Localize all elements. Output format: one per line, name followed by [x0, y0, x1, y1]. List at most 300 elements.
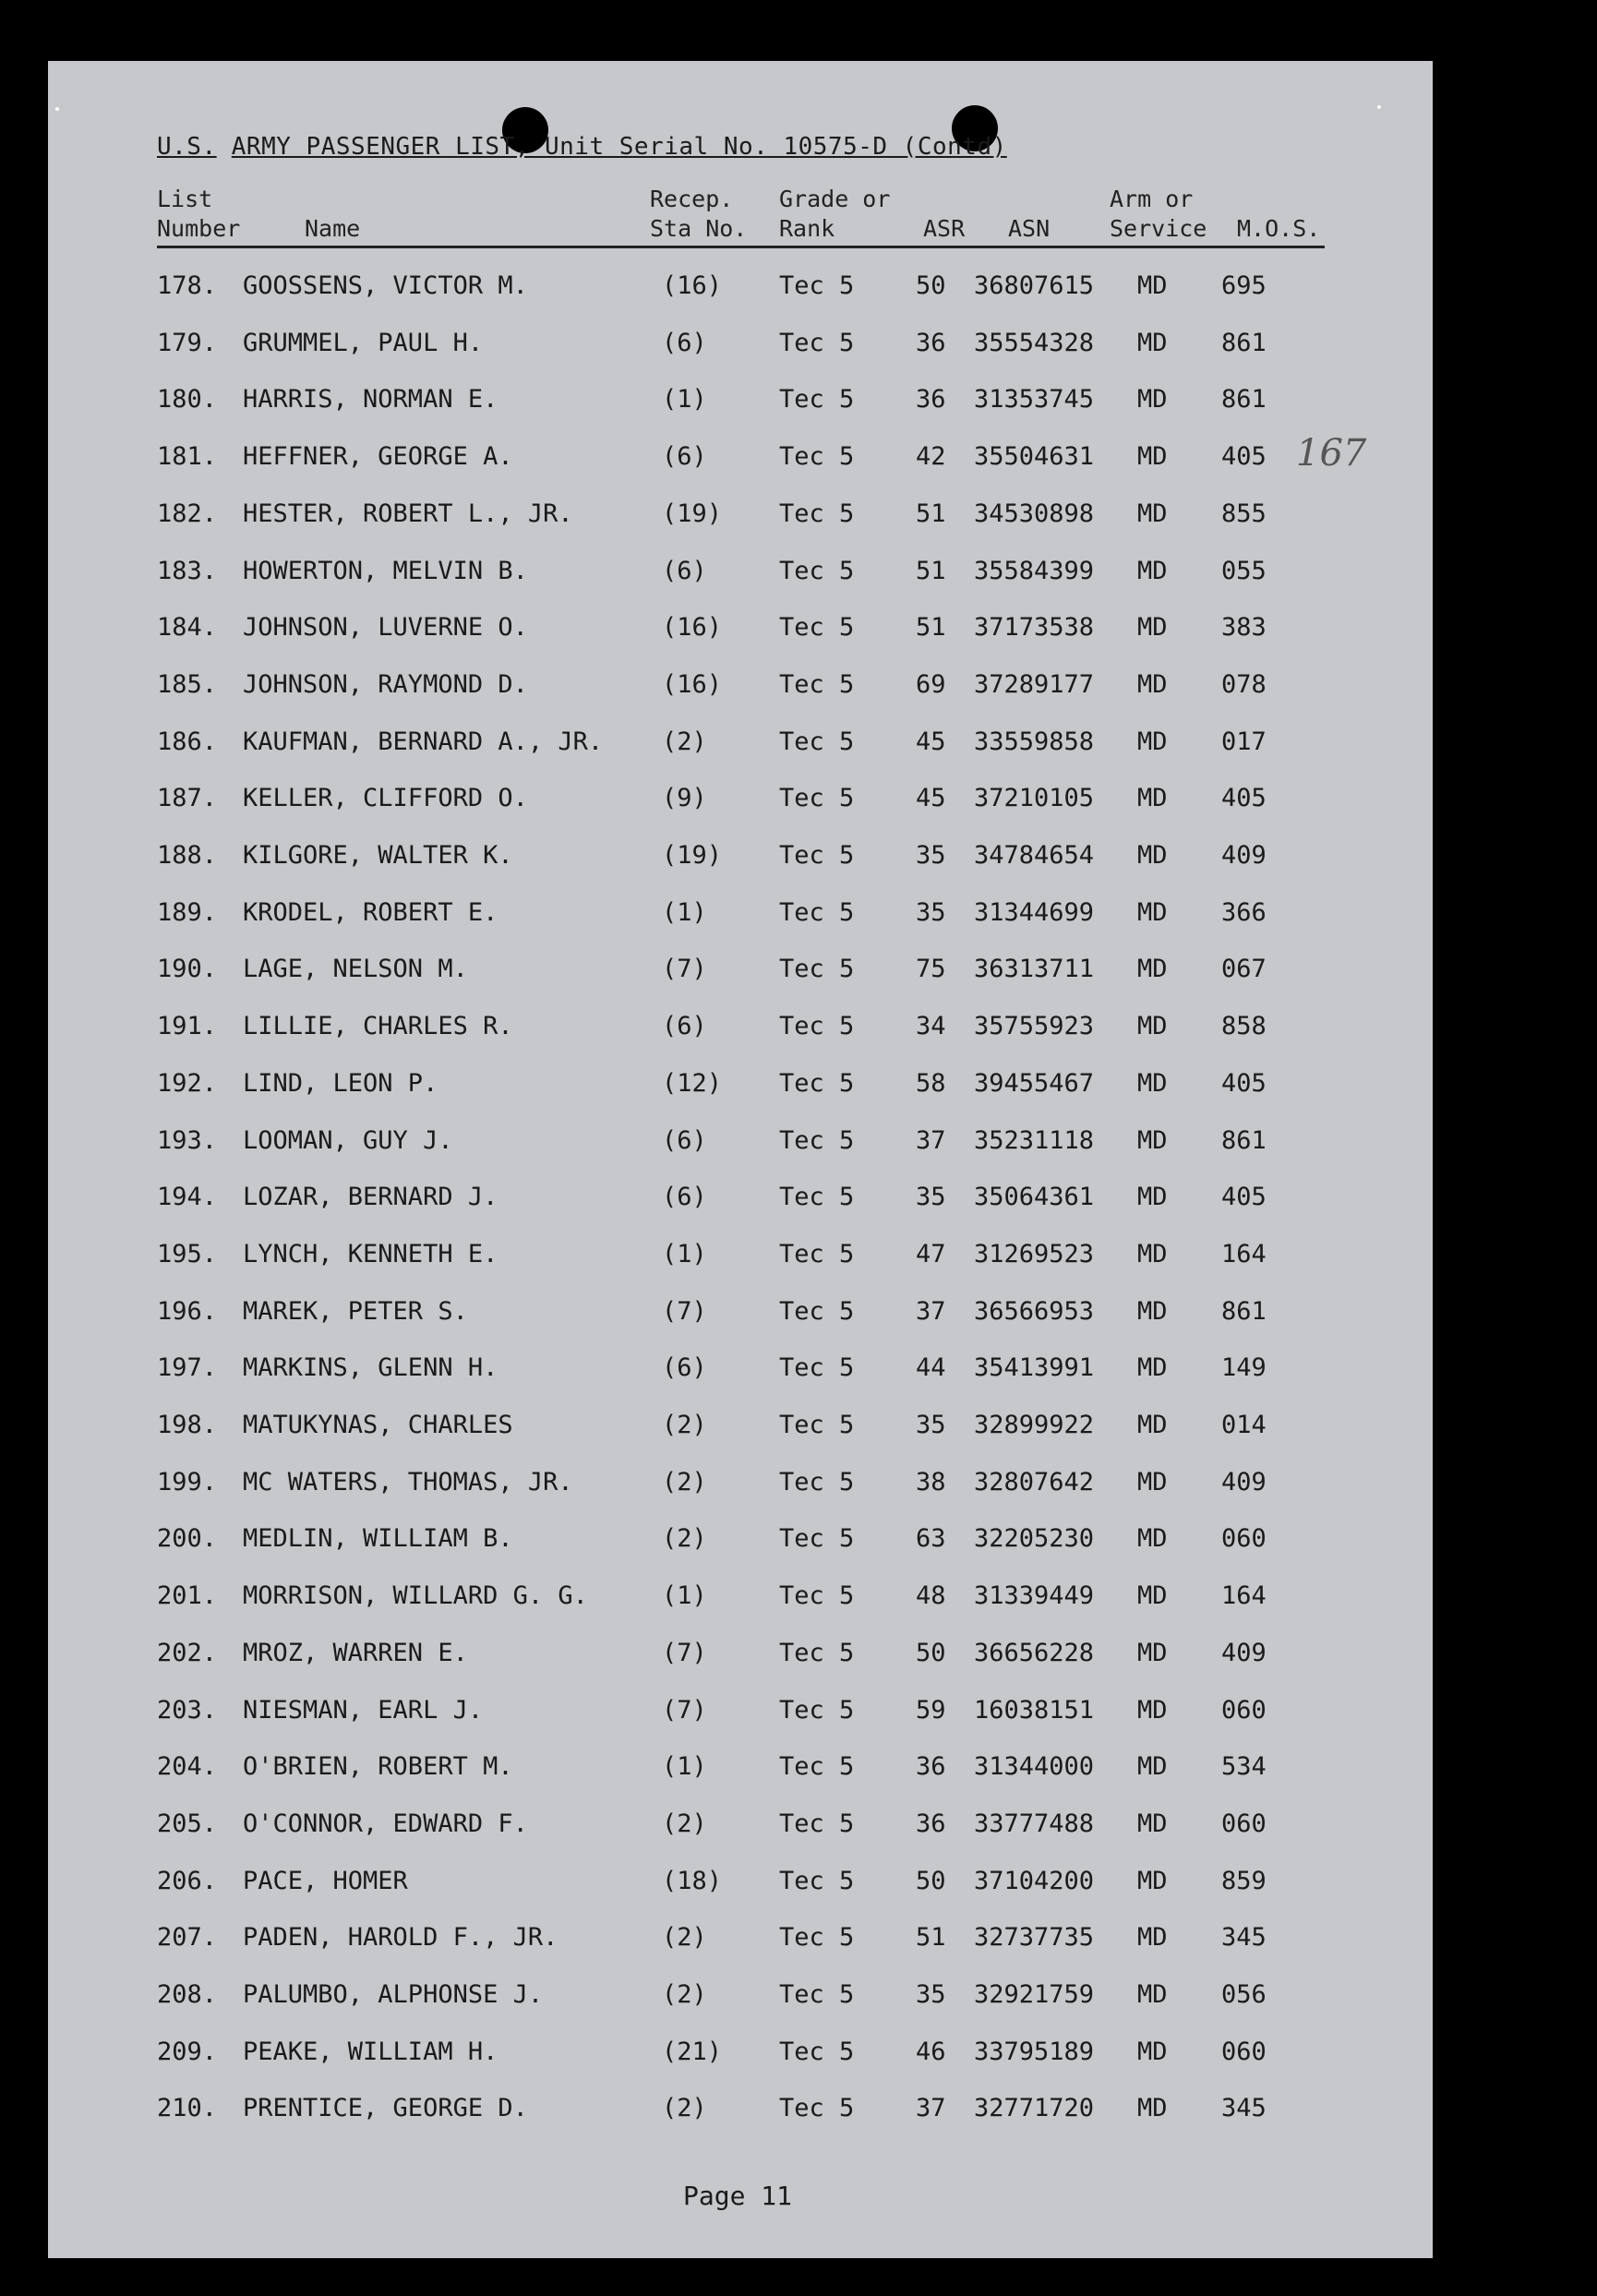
- table-row: [48, 442, 1433, 479]
- cell-asr: 50: [916, 271, 946, 300]
- cell-arm: MD: [1137, 1524, 1168, 1553]
- table-row: [48, 1411, 1433, 1448]
- cell-arm: MD: [1137, 1126, 1168, 1155]
- cell-sta: (2): [662, 727, 707, 756]
- cell-sta: (1): [662, 898, 707, 927]
- cell-name: PACE, HOMER: [243, 1867, 408, 1895]
- cell-mos: 405: [1221, 1183, 1267, 1211]
- cell-rank: Tec 5: [779, 613, 855, 642]
- cell-asr: 36: [916, 1809, 946, 1838]
- cell-num: 205.: [157, 1809, 218, 1838]
- col-header-grade: Grade or Rank: [779, 186, 891, 242]
- cell-asr: 44: [916, 1353, 946, 1382]
- cell-arm: MD: [1137, 1069, 1168, 1098]
- cell-arm: MD: [1137, 898, 1168, 927]
- cell-asr: 75: [916, 955, 946, 983]
- cell-rank: Tec 5: [779, 1012, 855, 1040]
- cell-asr: 35: [916, 1183, 946, 1211]
- cell-arm: MD: [1137, 613, 1168, 642]
- cell-asn: 35584399: [974, 557, 1095, 585]
- cell-num: 187.: [157, 784, 218, 812]
- cell-asn: 35755923: [974, 1012, 1095, 1040]
- cell-sta: (6): [662, 1126, 707, 1155]
- cell-num: 203.: [157, 1696, 218, 1725]
- cell-sta: (16): [662, 613, 723, 642]
- cell-arm: MD: [1137, 784, 1168, 812]
- cell-arm: MD: [1137, 1468, 1168, 1497]
- cell-mos: 060: [1221, 2038, 1267, 2066]
- table-row: [48, 499, 1433, 536]
- cell-asn: 32205230: [974, 1524, 1095, 1553]
- cell-mos: 861: [1221, 385, 1267, 414]
- cell-mos: 409: [1221, 1468, 1267, 1497]
- cell-mos: 164: [1221, 1581, 1267, 1610]
- cell-asn: 33559858: [974, 727, 1095, 756]
- cell-asr: 37: [916, 1126, 946, 1155]
- cell-arm: MD: [1137, 1581, 1168, 1610]
- cell-asn: 32737735: [974, 1923, 1095, 1952]
- cell-num: 178.: [157, 271, 218, 300]
- cell-num: 183.: [157, 557, 218, 585]
- cell-sta: (2): [662, 1411, 707, 1439]
- cell-num: 207.: [157, 1923, 218, 1952]
- cell-mos: 164: [1221, 1240, 1267, 1268]
- cell-num: 191.: [157, 1012, 218, 1040]
- cell-rank: Tec 5: [779, 1809, 855, 1838]
- cell-name: PALUMBO, ALPHONSE J.: [243, 1980, 544, 2009]
- cell-asn: 35504631: [974, 442, 1095, 471]
- cell-asn: 35064361: [974, 1183, 1095, 1211]
- cell-sta: (1): [662, 1240, 707, 1268]
- cell-arm: MD: [1137, 1183, 1168, 1211]
- cell-asr: 38: [916, 1468, 946, 1497]
- cell-name: KILGORE, WALTER K.: [243, 841, 513, 870]
- cell-rank: Tec 5: [779, 841, 855, 870]
- table-row: [48, 955, 1433, 992]
- cell-asr: 51: [916, 557, 946, 585]
- cell-asn: 31344699: [974, 898, 1095, 927]
- cell-asn: 32807642: [974, 1468, 1095, 1497]
- cell-rank: Tec 5: [779, 784, 855, 812]
- cell-rank: Tec 5: [779, 1353, 855, 1382]
- cell-rank: Tec 5: [779, 1411, 855, 1439]
- cell-arm: MD: [1137, 1240, 1168, 1268]
- cell-num: 188.: [157, 841, 218, 870]
- cell-name: PRENTICE, GEORGE D.: [243, 2094, 528, 2122]
- cell-arm: MD: [1137, 1297, 1168, 1326]
- col-header-arm: Arm or Service: [1110, 186, 1207, 242]
- table-row: [48, 1069, 1433, 1106]
- cell-asn: 16038151: [974, 1696, 1095, 1725]
- col-header-asr: ASR: [923, 215, 966, 242]
- cell-mos: 060: [1221, 1524, 1267, 1553]
- cell-sta: (21): [662, 2038, 723, 2066]
- cell-asn: 35231118: [974, 1126, 1095, 1155]
- cell-asr: 35: [916, 898, 946, 927]
- cell-mos: 078: [1221, 670, 1267, 699]
- document-page: [48, 61, 1433, 2258]
- cell-arm: MD: [1137, 1980, 1168, 2009]
- cell-name: MATUKYNAS, CHARLES: [243, 1411, 513, 1439]
- cell-rank: Tec 5: [779, 898, 855, 927]
- cell-num: 185.: [157, 670, 218, 699]
- col-header-name: Name: [305, 215, 361, 242]
- cell-name: KAUFMAN, BERNARD A., JR.: [243, 727, 604, 756]
- cell-name: HESTER, ROBERT L., JR.: [243, 499, 573, 528]
- cell-sta: (6): [662, 1012, 707, 1040]
- cell-arm: MD: [1137, 2094, 1168, 2122]
- cell-mos: 695: [1221, 271, 1267, 300]
- cell-rank: Tec 5: [779, 1581, 855, 1610]
- cell-sta: (2): [662, 1809, 707, 1838]
- cell-mos: 855: [1221, 499, 1267, 528]
- table-row: [48, 1809, 1433, 1846]
- cell-rank: Tec 5: [779, 499, 855, 528]
- cell-asn: 36656228: [974, 1639, 1095, 1667]
- cell-mos: 861: [1221, 1297, 1267, 1326]
- cell-name: GOOSSENS, VICTOR M.: [243, 271, 528, 300]
- cell-rank: Tec 5: [779, 1752, 855, 1781]
- cell-num: 202.: [157, 1639, 218, 1667]
- cell-sta: (7): [662, 1696, 707, 1725]
- cell-asn: 35413991: [974, 1353, 1095, 1382]
- cell-num: 197.: [157, 1353, 218, 1382]
- table-row: [48, 613, 1433, 650]
- cell-asr: 48: [916, 1581, 946, 1610]
- cell-arm: MD: [1137, 1809, 1168, 1838]
- cell-num: 182.: [157, 499, 218, 528]
- cell-asn: 31344000: [974, 1752, 1095, 1781]
- cell-arm: MD: [1137, 1752, 1168, 1781]
- cell-num: 201.: [157, 1581, 218, 1610]
- cell-num: 206.: [157, 1867, 218, 1895]
- table-row: [48, 1012, 1433, 1049]
- cell-arm: MD: [1137, 1012, 1168, 1040]
- cell-name: MC WATERS, THOMAS, JR.: [243, 1468, 573, 1497]
- table-row: [48, 1867, 1433, 1904]
- table-row: [48, 1639, 1433, 1676]
- cell-rank: Tec 5: [779, 1696, 855, 1725]
- cell-rank: Tec 5: [779, 1069, 855, 1098]
- table-row: [48, 2094, 1433, 2131]
- cell-num: 180.: [157, 385, 218, 414]
- table-row: [48, 727, 1433, 764]
- cell-rank: Tec 5: [779, 1639, 855, 1667]
- cell-asr: 35: [916, 841, 946, 870]
- cell-name: HEFFNER, GEORGE A.: [243, 442, 513, 471]
- cell-arm: MD: [1137, 2038, 1168, 2066]
- cell-sta: (6): [662, 1353, 707, 1382]
- table-row: [48, 1126, 1433, 1163]
- cell-asr: 51: [916, 613, 946, 642]
- cell-name: GRUMMEL, PAUL H.: [243, 329, 484, 357]
- cell-sta: (18): [662, 1867, 723, 1895]
- cell-mos: 534: [1221, 1752, 1267, 1781]
- cell-mos: 409: [1221, 841, 1267, 870]
- cell-mos: 366: [1221, 898, 1267, 927]
- cell-asr: 45: [916, 784, 946, 812]
- cell-name: KRODEL, ROBERT E.: [243, 898, 498, 927]
- table-row: [48, 1980, 1433, 2017]
- cell-mos: 859: [1221, 1867, 1267, 1895]
- cell-arm: MD: [1137, 841, 1168, 870]
- cell-mos: 405: [1221, 442, 1267, 471]
- cell-asn: 36566953: [974, 1297, 1095, 1326]
- cell-sta: (1): [662, 385, 707, 414]
- title-text: ARMY PASSENGER LIST, Unit Serial No. 10575-D (Contd): [231, 133, 1007, 161]
- cell-sta: (19): [662, 841, 723, 870]
- cell-num: 200.: [157, 1524, 218, 1553]
- cell-rank: Tec 5: [779, 1923, 855, 1952]
- cell-asr: 63: [916, 1524, 946, 1553]
- table-row: [48, 557, 1433, 594]
- col-header-recep-sta: Recep. Sta No.: [650, 186, 748, 242]
- cell-mos: 345: [1221, 2094, 1267, 2122]
- table-row: [48, 1923, 1433, 1960]
- cell-num: 195.: [157, 1240, 218, 1268]
- cell-asr: 34: [916, 1012, 946, 1040]
- table-row: [48, 1581, 1433, 1618]
- cell-asn: 37104200: [974, 1867, 1095, 1895]
- cell-asr: 69: [916, 670, 946, 699]
- cell-asr: 45: [916, 727, 946, 756]
- cell-sta: (16): [662, 670, 723, 699]
- cell-sta: (2): [662, 1980, 707, 2009]
- cell-sta: (2): [662, 1923, 707, 1952]
- cell-rank: Tec 5: [779, 1126, 855, 1155]
- cell-rank: Tec 5: [779, 1183, 855, 1211]
- cell-asn: 37289177: [974, 670, 1095, 699]
- cell-asr: 37: [916, 2094, 946, 2122]
- cell-name: O'CONNOR, EDWARD F.: [243, 1809, 528, 1838]
- cell-name: MAREK, PETER S.: [243, 1297, 468, 1326]
- cell-arm: MD: [1137, 727, 1168, 756]
- cell-arm: MD: [1137, 385, 1168, 414]
- cell-mos: 149: [1221, 1353, 1267, 1382]
- cell-rank: Tec 5: [779, 1468, 855, 1497]
- table-row: [48, 1353, 1433, 1390]
- table-row: [48, 841, 1433, 878]
- cell-mos: 014: [1221, 1411, 1267, 1439]
- cell-mos: 858: [1221, 1012, 1267, 1040]
- cell-asr: 59: [916, 1696, 946, 1725]
- cell-name: JOHNSON, RAYMOND D.: [243, 670, 528, 699]
- cell-name: LIND, LEON P.: [243, 1069, 438, 1098]
- cell-rank: Tec 5: [779, 1867, 855, 1895]
- cell-name: KELLER, CLIFFORD O.: [243, 784, 528, 812]
- cell-sta: (6): [662, 1183, 707, 1211]
- cell-name: MARKINS, GLENN H.: [243, 1353, 498, 1382]
- cell-rank: Tec 5: [779, 1980, 855, 2009]
- title-prefix: U.S.: [157, 133, 217, 161]
- cell-sta: (7): [662, 1297, 707, 1326]
- cell-sta: (6): [662, 329, 707, 357]
- table-row: [48, 898, 1433, 935]
- page-number: Page 11: [683, 2181, 793, 2211]
- page-title: [157, 133, 1007, 161]
- handwritten-stamp: 167: [1296, 432, 1367, 475]
- col-header-asn: ASN: [1008, 215, 1051, 242]
- cell-rank: Tec 5: [779, 2094, 855, 2122]
- table-row: [48, 670, 1433, 707]
- cell-mos: 056: [1221, 1980, 1267, 2009]
- cell-num: 189.: [157, 898, 218, 927]
- col-header-list-number: List Number: [157, 186, 241, 242]
- cell-sta: (2): [662, 2094, 707, 2122]
- cell-mos: 017: [1221, 727, 1267, 756]
- cell-num: 192.: [157, 1069, 218, 1098]
- cell-num: 210.: [157, 2094, 218, 2122]
- table-row: [48, 385, 1433, 422]
- cell-sta: (12): [662, 1069, 723, 1098]
- cell-num: 198.: [157, 1411, 218, 1439]
- cell-rank: Tec 5: [779, 670, 855, 699]
- cell-mos: 405: [1221, 1069, 1267, 1098]
- cell-name: LYNCH, KENNETH E.: [243, 1240, 498, 1268]
- cell-num: 196.: [157, 1297, 218, 1326]
- cell-name: MEDLIN, WILLIAM B.: [243, 1524, 513, 1553]
- cell-asn: 34530898: [974, 499, 1095, 528]
- table-row: [48, 271, 1433, 308]
- cell-asn: 34784654: [974, 841, 1095, 870]
- cell-arm: MD: [1137, 442, 1168, 471]
- cell-mos: 067: [1221, 955, 1267, 983]
- cell-arm: MD: [1137, 1639, 1168, 1667]
- table-row: [48, 784, 1433, 821]
- cell-rank: Tec 5: [779, 955, 855, 983]
- cell-mos: 861: [1221, 1126, 1267, 1155]
- cell-num: 209.: [157, 2038, 218, 2066]
- cell-asr: 46: [916, 2038, 946, 2066]
- cell-asr: 36: [916, 385, 946, 414]
- cell-asn: 39455467: [974, 1069, 1095, 1098]
- cell-sta: (6): [662, 442, 707, 471]
- table-row: [48, 1183, 1433, 1220]
- cell-asn: 33777488: [974, 1809, 1095, 1838]
- cell-asn: 37210105: [974, 784, 1095, 812]
- cell-sta: (9): [662, 784, 707, 812]
- cell-mos: 345: [1221, 1923, 1267, 1952]
- cell-asn: 32899922: [974, 1411, 1095, 1439]
- cell-rank: Tec 5: [779, 442, 855, 471]
- cell-name: LOOMAN, GUY J.: [243, 1126, 453, 1155]
- cell-num: 190.: [157, 955, 218, 983]
- dust-speck: [1377, 105, 1381, 109]
- cell-asn: 35554328: [974, 329, 1095, 357]
- cell-name: LOZAR, BERNARD J.: [243, 1183, 498, 1211]
- cell-rank: Tec 5: [779, 271, 855, 300]
- cell-asn: 31353745: [974, 385, 1095, 414]
- cell-sta: (2): [662, 1468, 707, 1497]
- table-row: [48, 1468, 1433, 1505]
- cell-asr: 36: [916, 1752, 946, 1781]
- cell-num: 204.: [157, 1752, 218, 1781]
- cell-mos: 409: [1221, 1639, 1267, 1667]
- cell-arm: MD: [1137, 557, 1168, 585]
- cell-sta: (2): [662, 1524, 707, 1553]
- cell-sta: (16): [662, 271, 723, 300]
- cell-asr: 50: [916, 1639, 946, 1667]
- cell-rank: Tec 5: [779, 1524, 855, 1553]
- cell-arm: MD: [1137, 1353, 1168, 1382]
- cell-asr: 51: [916, 1923, 946, 1952]
- cell-num: 199.: [157, 1468, 218, 1497]
- cell-arm: MD: [1137, 670, 1168, 699]
- cell-asr: 37: [916, 1297, 946, 1326]
- cell-name: MORRISON, WILLARD G. G.: [243, 1581, 588, 1610]
- table-row: [48, 1297, 1433, 1334]
- cell-rank: Tec 5: [779, 727, 855, 756]
- cell-asr: 42: [916, 442, 946, 471]
- cell-mos: 383: [1221, 613, 1267, 642]
- cell-rank: Tec 5: [779, 1240, 855, 1268]
- cell-asn: 37173538: [974, 613, 1095, 642]
- cell-num: 193.: [157, 1126, 218, 1155]
- cell-asn: 32921759: [974, 1980, 1095, 2009]
- cell-sta: (7): [662, 955, 707, 983]
- cell-asn: 36313711: [974, 955, 1095, 983]
- cell-asn: 33795189: [974, 2038, 1095, 2066]
- cell-name: HARRIS, NORMAN E.: [243, 385, 498, 414]
- cell-name: PEAKE, WILLIAM H.: [243, 2038, 498, 2066]
- cell-asr: 51: [916, 499, 946, 528]
- cell-sta: (1): [662, 1581, 707, 1610]
- cell-sta: (19): [662, 499, 723, 528]
- cell-asn: 31339449: [974, 1581, 1095, 1610]
- cell-arm: MD: [1137, 955, 1168, 983]
- cell-mos: 060: [1221, 1809, 1267, 1838]
- table-row: [48, 1240, 1433, 1277]
- table-row: [48, 1752, 1433, 1789]
- cell-num: 194.: [157, 1183, 218, 1211]
- cell-name: O'BRIEN, ROBERT M.: [243, 1752, 513, 1781]
- cell-mos: 055: [1221, 557, 1267, 585]
- cell-mos: 405: [1221, 784, 1267, 812]
- cell-asr: 58: [916, 1069, 946, 1098]
- cell-arm: MD: [1137, 1867, 1168, 1895]
- cell-name: HOWERTON, MELVIN B.: [243, 557, 528, 585]
- cell-name: LILLIE, CHARLES R.: [243, 1012, 513, 1040]
- cell-mos: 060: [1221, 1696, 1267, 1725]
- col-header-mos: M.O.S.: [1237, 215, 1321, 242]
- cell-arm: MD: [1137, 329, 1168, 357]
- table-row: [48, 1696, 1433, 1733]
- cell-sta: (7): [662, 1639, 707, 1667]
- cell-asr: 35: [916, 1980, 946, 2009]
- table-row: [48, 2038, 1433, 2074]
- cell-arm: MD: [1137, 1696, 1168, 1725]
- cell-mos: 861: [1221, 329, 1267, 357]
- cell-arm: MD: [1137, 1411, 1168, 1439]
- cell-asn: 36807615: [974, 271, 1095, 300]
- cell-asn: 32771720: [974, 2094, 1095, 2122]
- table-row: [48, 1524, 1433, 1561]
- cell-arm: MD: [1137, 1923, 1168, 1952]
- dust-speck: [55, 107, 59, 111]
- cell-num: 184.: [157, 613, 218, 642]
- cell-arm: MD: [1137, 271, 1168, 300]
- cell-sta: (6): [662, 557, 707, 585]
- cell-num: 181.: [157, 442, 218, 471]
- cell-name: MROZ, WARREN E.: [243, 1639, 468, 1667]
- cell-asr: 35: [916, 1411, 946, 1439]
- cell-num: 186.: [157, 727, 218, 756]
- cell-rank: Tec 5: [779, 385, 855, 414]
- cell-name: JOHNSON, LUVERNE O.: [243, 613, 528, 642]
- cell-asn: 31269523: [974, 1240, 1095, 1268]
- cell-name: LAGE, NELSON M.: [243, 955, 468, 983]
- cell-rank: Tec 5: [779, 2038, 855, 2066]
